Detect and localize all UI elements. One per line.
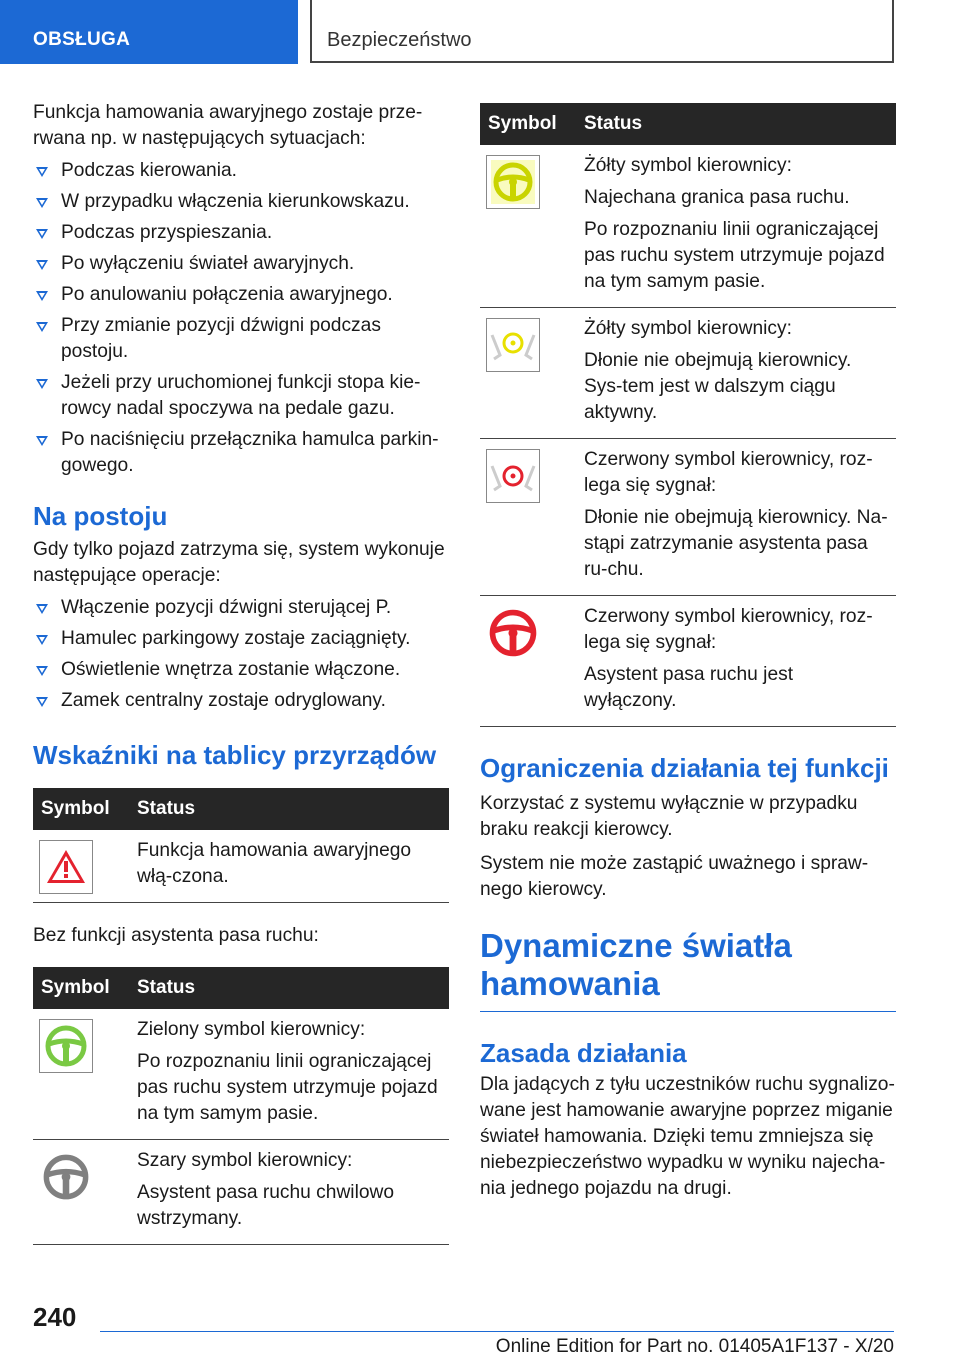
table-header-row [33,967,449,1009]
table-header-row [480,103,896,145]
gray-steering-wheel-icon [39,1150,93,1204]
bullet-triangle-icon [36,167,48,177]
table-row [480,439,896,596]
table-row [33,1009,449,1140]
red-hands-off-icon [486,449,540,503]
list-item: Zamek centralny zostaje odryglowany. [33,688,449,714]
heading-dynamiczne-swiatla: Dynamiczne światła hamowania [480,927,896,1012]
zasada-paragraph: Dla jadących z tyłu uczestników ruchu sygnalizo-wane jest hamowanie awaryjne poprzez miganie świateł hamowania. Dzięki temu zmniejsza się niebezpieczeństwo wypadku w wyniku najecha-nia jednego pojazdu na drugi. [480,1074,895,1199]
warning-triangle-icon [39,840,93,894]
heading-wskazniki: Wskaźniki na tablicy przyrządów [33,740,437,770]
left-column [33,100,449,1259]
intro-paragraph: Funkcja hamowania awaryjnego zostaje prze-rwana np. w następujących sytuacjach: [33,102,423,149]
status-text: Najechana granica pasa ruchu. [584,187,850,208]
postoj-list [33,595,449,714]
table-row [480,308,896,439]
green-steering-wheel-icon [39,1019,93,1073]
col-status-header: Status [576,103,896,145]
ograniczenia-p1: Korzystać z systemu wyłącznie w przypadku braku reakcji kierowcy. [480,793,858,840]
list-item: Podczas kierowania. [33,158,449,184]
bullet-triangle-icon [36,322,48,332]
footer-edition: Online Edition for Part no. 01405A1F137 - X/20 [495,1336,894,1357]
col-symbol-header: Symbol [33,788,129,830]
table-row [480,145,896,308]
status-text: Żółty symbol kierownicy: [584,155,792,176]
table-row [33,830,449,903]
bullet-triangle-icon [36,229,48,239]
col-status-header: Status [129,967,449,1009]
status-text: Asystent pasa ruchu jest wyłączony. [584,664,794,711]
bullet-triangle-icon [36,635,48,645]
chapter-header [310,0,894,63]
page-number: 240 [33,1302,77,1332]
section-tab [0,0,298,64]
postoj-paragraph: Gdy tylko pojazd zatrzyma się, system wykonuje następujące operacje: [33,539,445,586]
status-text: Funkcja hamowania awaryjnego włą-czona. [137,840,412,887]
yellow-steering-wheel-icon [486,155,540,209]
bullet-triangle-icon [36,379,48,389]
col-status-header: Status [129,788,449,830]
status-table-3 [480,103,896,727]
status-text: Żółty symbol kierownicy: [584,318,792,339]
list-item: Po wyłączeniu świateł awaryjnych. [33,251,449,277]
list-item: Oświetlenie wnętrza zostanie włączone. [33,657,449,683]
heading-na-postoju: Na postoju [33,501,168,531]
status-text: Po rozpoznaniu linii ograniczającej pas ruchu system utrzymuje pojazd na tym samym pasie. [584,219,885,292]
red-steering-wheel-icon [486,606,540,660]
right-column [480,103,896,1210]
interrupt-list [33,158,449,479]
table-row [480,596,896,727]
bullet-triangle-icon [36,697,48,707]
status-text: Dłonie nie obejmują kierownicy. Sys-tem jest w dalszym ciągu aktywny. [584,350,852,423]
list-item: Po naciśnięciu przełącznika hamulca parkin-gowego. [33,427,449,479]
list-item: Włączenie pozycji dźwigni sterującej P. [33,595,449,621]
list-item: W przypadku włączenia kierunkowskazu. [33,189,449,215]
table-row [33,1140,449,1245]
status-table-2 [33,967,449,1245]
footer-divider [100,1331,894,1332]
status-text: Dłonie nie obejmują kierownicy. Na-stąpi zatrzymanie asystenta pasa ru-chu. [584,507,888,580]
status-text: Czerwony symbol kierownicy, roz-lega się sygnał: [584,606,873,653]
status-text: Zielony symbol kierownicy: [137,1019,366,1040]
chapter-label: Bezpieczeństwo [327,29,472,51]
heading-zasada-dzialania: Zasada działania [480,1038,687,1068]
status-text: Asystent pasa ruchu chwilowo wstrzymany. [137,1182,395,1229]
col-symbol-header: Symbol [33,967,129,1009]
bez-paragraph: Bez funkcji asystenta pasa ruchu: [33,925,319,946]
yellow-hands-off-icon [486,318,540,372]
list-item: Hamulec parkingowy zostaje zaciągnięty. [33,626,449,652]
status-table-1 [33,788,449,903]
bullet-triangle-icon [36,604,48,614]
ograniczenia-p2: System nie może zastąpić uważnego i spraw-nego kierowcy. [480,853,869,900]
bullet-triangle-icon [36,260,48,270]
bullet-triangle-icon [36,436,48,446]
list-item: Przy zmianie pozycji dźwigni podczas postoju. [33,313,449,365]
list-item: Jeżeli przy uruchomionej funkcji stopa kie-rowcy nadal spoczywa na pedale gazu. [33,370,449,422]
status-text: Szary symbol kierownicy: [137,1150,353,1171]
status-text: Po rozpoznaniu linii ograniczającej pas ruchu system utrzymuje pojazd na tym samym pasie. [137,1051,438,1124]
list-item: Po anulowaniu połączenia awaryjnego. [33,282,449,308]
bullet-triangle-icon [36,198,48,208]
list-item: Podczas przyspieszania. [33,220,449,246]
status-text: Czerwony symbol kierownicy, roz-lega się sygnał: [584,449,873,496]
col-symbol-header: Symbol [480,103,576,145]
table-header-row [33,788,449,830]
bullet-triangle-icon [36,291,48,301]
section-label: OBSŁUGA [33,29,131,50]
bullet-triangle-icon [36,666,48,676]
heading-ograniczenia: Ograniczenia działania tej funkcji [480,753,889,783]
